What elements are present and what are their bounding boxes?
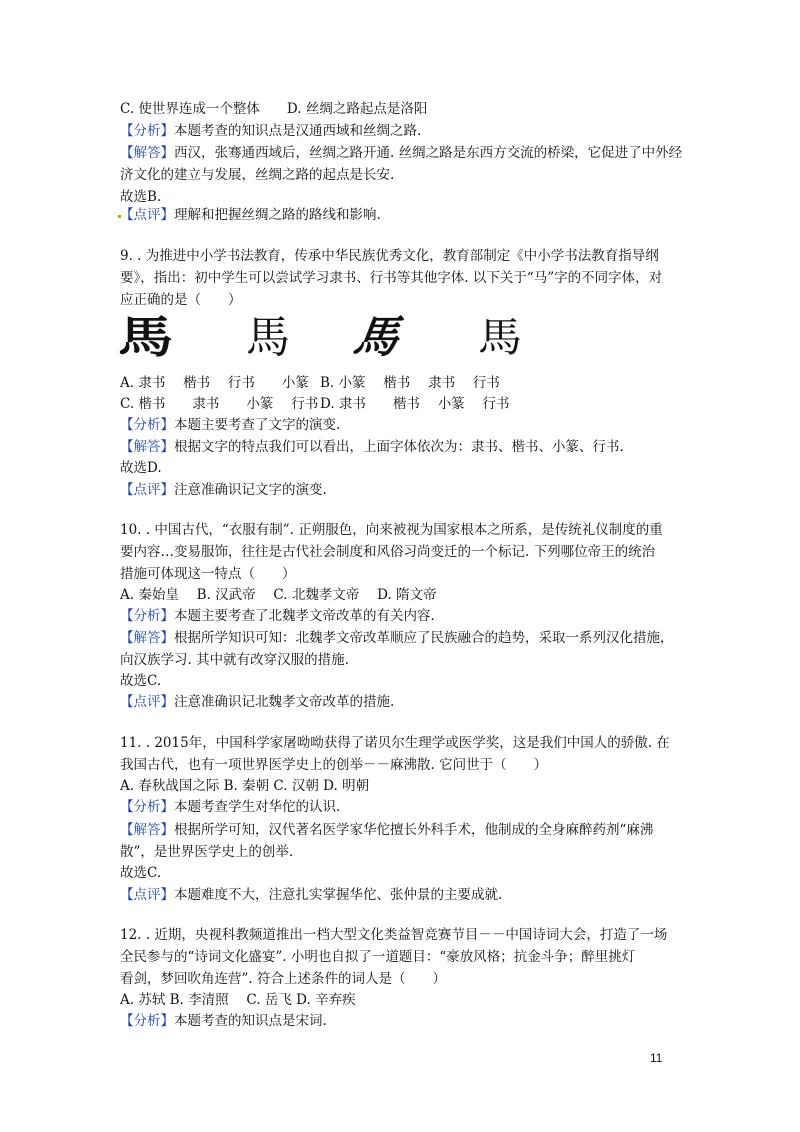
q9-choice: 故选D. xyxy=(120,460,162,476)
calligraphy-glyphs xyxy=(118,312,538,368)
q10-answer-2: 向汉族学习. 其中就有改穿汉服的措施. xyxy=(120,652,349,668)
analysis-tag: 【分析】 xyxy=(120,417,174,433)
q10-stem-3: 措施可体现这一特点（ ） xyxy=(120,566,296,582)
glyph-lishu: 馬 xyxy=(118,312,173,363)
q10-comment: 【点评】注意准确识记北魏孝文帝改革的措施. xyxy=(120,694,395,710)
q9-stem-3: 应正确的是（ ） xyxy=(120,292,242,308)
q9-option-b: B. 小篆 楷书 隶书 行书 xyxy=(320,375,500,391)
answer-tag: 【解答】 xyxy=(120,630,174,646)
comment-tag: 【点评】 xyxy=(120,694,174,710)
q12-stem-1: 12. . 近期，央视科教频道推出一档大型文化类益智竞赛节目－－中国诗词大会，打造了一场 xyxy=(120,927,668,943)
q9-stem-1: 9. . 为推进中小学书法教育，传承中华民族优秀文化，教育部制定《中小学书法教育指导纲 xyxy=(120,248,659,264)
answer-tag: 【解答】 xyxy=(120,822,174,838)
glyph-xiaozhuan: 馬 xyxy=(350,312,402,363)
q10-stem-1: 10. . 中国古代，“衣服有制”. 正朔服色，向来被视为国家根本之所系，是传统礼仪制度的重 xyxy=(120,522,663,538)
q9-answer: 【解答】根据文字的特点我们可以看出，上面字体依次为：隶书、楷书、小篆、行书. xyxy=(120,439,624,455)
q9-option-d: D. 隶书 楷书 小篆 行书 xyxy=(320,396,510,412)
q11-answer-1: 【解答】根据所学可知，汉代著名医学家华佗擅长外科手术，他制成的全身麻醉药剂“麻沸 xyxy=(120,822,654,838)
q9-analysis: 【分析】本题主要考查了文字的演变. xyxy=(120,417,341,433)
q11-choice: 故选C. xyxy=(120,865,162,881)
q10-answer-1: 【解答】根据所学知识可知：北魏孝文帝改革顺应了民族融合的趋势，采取一系列汉化措施， xyxy=(120,630,674,646)
q10-choice: 故选C. xyxy=(120,673,162,689)
q9-options-cd xyxy=(120,395,510,413)
q8-comment: 【点评】理解和把握丝绸之路的路线和影响. xyxy=(120,207,381,223)
answer-tag: 【解答】 xyxy=(120,439,174,455)
q12-options: A. 苏轼 B. 李清照 C. 岳飞 D. 辛弃疾 xyxy=(120,992,356,1008)
analysis-tag: 【分析】 xyxy=(120,799,174,815)
q9-comment: 【点评】注意准确识记文字的演变. xyxy=(120,482,327,498)
q12-analysis: 【分析】本题考查的知识点是宋词. xyxy=(120,1013,327,1029)
answer-tag: 【解答】 xyxy=(120,145,174,161)
analysis-tag: 【分析】 xyxy=(120,123,174,139)
comment-tag: 【点评】 xyxy=(120,887,174,903)
q8-answer-1: 【解答】西汉，张骞通西域后，丝绸之路开通. 丝绸之路是东西方交流的桥梁，它促进了中外经 xyxy=(120,145,683,161)
q12-stem-2: 全民参与的“诗词文化盛宴”. 小明也自拟了一道题目：“豪放风格；抗金斗争；醉里挑灯 xyxy=(120,949,636,965)
q9-stem-2: 要》，指出：初中学生可以尝试学习隶书、行书等其他字体. 以下关于“马”字的不同字体，对 xyxy=(120,270,663,286)
q8-answer-2: 济文化的建立与发展，丝绸之路的起点是长安. xyxy=(120,167,395,183)
glyph-xingshu: 馬 xyxy=(478,314,522,361)
q11-comment: 【点评】本题难度不大，注意扎实掌握华佗、张仲景的主要成就. xyxy=(120,887,503,903)
q11-options: A. 春秋战国之际 B. 秦朝 C. 汉朝 D. 明朝 xyxy=(120,778,370,794)
q10-options: A. 秦始皇 B. 汉武帝 C. 北魏孝文帝 D. 隋文帝 xyxy=(120,587,437,603)
q11-stem-1: 11. . 2015年，中国科学家屠呦呦获得了诺贝尔生理学或医学奖，这是我们中国人的骄傲. 在 xyxy=(120,735,670,751)
q9-option-c: C. 楷书 隶书 小篆 行书 xyxy=(120,396,319,412)
q11-answer-2: 散”，是世界医学史上的创举. xyxy=(120,844,294,860)
q8-choice: 故选B. xyxy=(120,189,162,205)
q11-analysis: 【分析】本题考查学生对华佗的认识. xyxy=(120,799,341,815)
analysis-tag: 【分析】 xyxy=(120,608,174,624)
q10-stem-2: 要内容…变易服饰，往往是古代社会制度和风俗习尚变迁的一个标记. 下列哪位帝王的统治 xyxy=(120,544,656,560)
comment-tag: 【点评】 xyxy=(120,482,174,498)
q8-options-line: C. 使世界连成一个整体 D. 丝绸之路起点是洛阳 xyxy=(120,101,428,117)
comment-tag: 【点评】 xyxy=(120,207,174,223)
glyph-kaishu: 馬 xyxy=(246,312,290,363)
q11-stem-2: 我国古代，也有一项世界医学史上的创举－－麻沸散. 它问世于（ ） xyxy=(120,757,548,773)
analysis-tag: 【分析】 xyxy=(120,1013,174,1029)
q8-analysis: 【分析】本题考查的知识点是汉通西域和丝绸之路. xyxy=(120,123,422,139)
page-number: 11 xyxy=(650,1051,663,1065)
q10-analysis: 【分析】本题主要考查了北魏孝文帝改革的有关内容. xyxy=(120,608,435,624)
q12-stem-3: 看剑，梦回吹角连营”. 符合上述条件的词人是（ ） xyxy=(120,971,446,987)
q9-option-a: A. 隶书 楷书 行书 小篆 xyxy=(120,375,309,391)
q9-options-ab xyxy=(120,374,500,392)
